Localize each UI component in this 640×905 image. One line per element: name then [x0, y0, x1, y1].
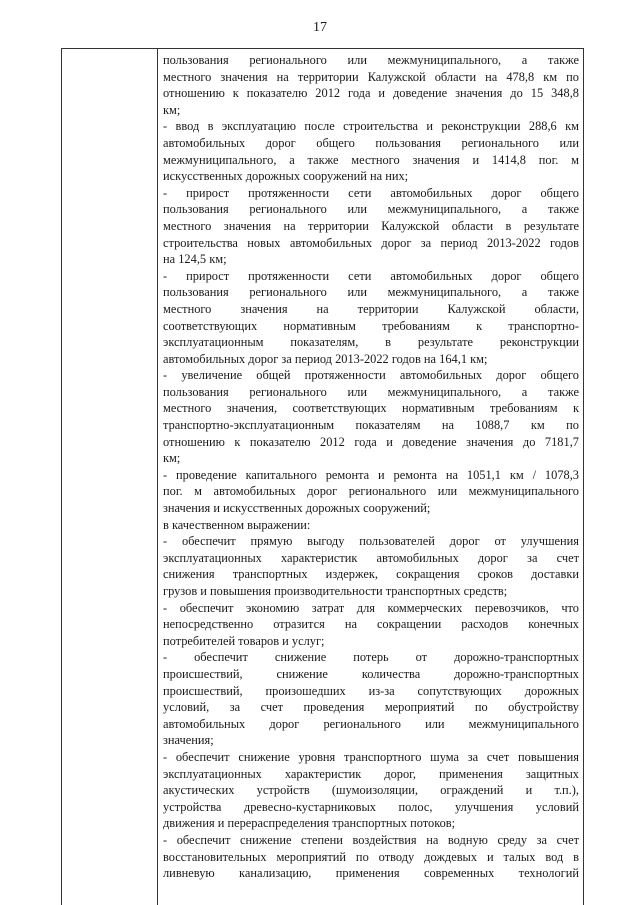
text-line: грузов и повышения производительности транспортных средств; [163, 584, 508, 598]
text-line: эксплуатационным показателям, в результате реконструкции [163, 335, 579, 350]
page-number: 17 [313, 20, 327, 35]
text-line: восстановительных мероприятий по отводу дождевых и талых вод в [163, 849, 579, 864]
text-line: км; [163, 102, 181, 117]
text-line: - обеспечит снижение степени воздействия на водную среду за счет [163, 832, 579, 847]
text-line: снижения транспортных издержек, сокращения сроков доставки [163, 567, 579, 582]
text-line: пог. м автомобильных дорог регионального или межмуниципального [163, 484, 579, 499]
text-line: - ввод в эксплуатацию после строительства и реконструкции 288,6 км [163, 119, 579, 134]
text-line: - проведение капитального ремонта и ремонта на 1051,1 км / 1078,3 [163, 467, 579, 482]
text-line: местного значения, соответствующих нормативным требованиям к [163, 401, 579, 416]
text-line: местного значения на территории Калужской области на 478,8 км по [163, 69, 579, 84]
document-table [61, 48, 584, 905]
text-line: отношению к показателю 2012 года и доведение значения до 15 348,8 [163, 86, 579, 101]
column-divider [157, 49, 158, 905]
text-line: движения и перераспределения транспортных потоков; [163, 816, 456, 831]
text-line: - обеспечит снижение уровня транспортного шума за счет повышения [163, 749, 579, 764]
text-line: на 124,5 км; [163, 252, 227, 267]
text-line: - обеспечит снижение потерь от дорожно-транспортных [163, 650, 579, 665]
text-line: км; [163, 451, 181, 466]
text-line: происшествий, снижение количества дорожно-транспортных [163, 666, 579, 681]
text-line: происшествий, произошедших из-за сопутствующих дорожных [163, 683, 579, 698]
text-line: межмуниципального, а также местного значения и 1414,8 пог. м [163, 152, 579, 167]
text-line: автомобильных дорог за период 2013-2022 годов на 164,1 км; [163, 351, 488, 366]
text-line: местного значения на территории Калужской области, [163, 301, 579, 316]
text-line: местного значения на территории Калужской области в результате [163, 218, 579, 233]
text-line: пользования регионального или межмуниципального, а также [163, 202, 579, 217]
text-line: - обеспечит прямую выгоду пользователей дорог от улучшения [163, 534, 579, 549]
text-line: эксплуатационных характеристик автомобильных дорог за счет [163, 550, 579, 565]
text-line: транспортно-эксплуатационным показателям на 1088,7 км по [163, 418, 579, 433]
text-line: пользования регионального или межмуниципального, а также [163, 285, 579, 300]
text-line: - обеспечит экономию затрат для коммерческих перевозчиков, что [163, 600, 579, 615]
text-line: значения и искусственных дорожных сооружений; [163, 501, 431, 516]
text-line: непосредственно отразится на сокращении расходов конечных [163, 617, 579, 632]
text-line: автомобильных дорог общего пользования регионального или [163, 135, 579, 150]
text-line: условий, за счет проведения мероприятий по обустройству [163, 700, 579, 715]
table-content-cell [163, 52, 579, 882]
text-line: соответствующих нормативным требованиям к транспортно- [163, 318, 579, 333]
text-line: - прирост протяженности сети автомобильных дорог общего [163, 185, 579, 200]
text-line: ливневую канализацию, применения современных технологий [163, 866, 579, 881]
text-line: в качественном выражении: [163, 517, 311, 532]
text-line: строительства новых автомобильных дорог за период 2013-2022 годов [163, 235, 579, 250]
text-line: - прирост протяженности сети автомобильных дорог общего [163, 268, 579, 283]
text-line: отношению к показателю 2012 года и доведение значения до 7181,7 [163, 434, 579, 449]
text-line: значения; [163, 733, 214, 748]
text-line: - увеличение общей протяженности автомобильных дорог общего [163, 368, 579, 383]
text-line: устройства древесно-кустарниковых полос, улучшения условий [163, 799, 579, 814]
text-line: пользования регионального или межмуниципального, а также [163, 384, 579, 399]
text-line: искусственных дорожных сооружений на них; [163, 169, 409, 184]
text-line: эксплуатационных характеристик дорог, применения защитных [163, 766, 579, 781]
text-line: потребителей товаров и услуг; [163, 633, 325, 648]
text-line: автомобильных дорог регионального или межмуниципального [163, 716, 579, 731]
text-line: пользования регионального или межмуниципального, а также [163, 53, 579, 67]
text-line: акустических устройств (шумоизоляции, ограждений и т.п.), [163, 783, 579, 798]
